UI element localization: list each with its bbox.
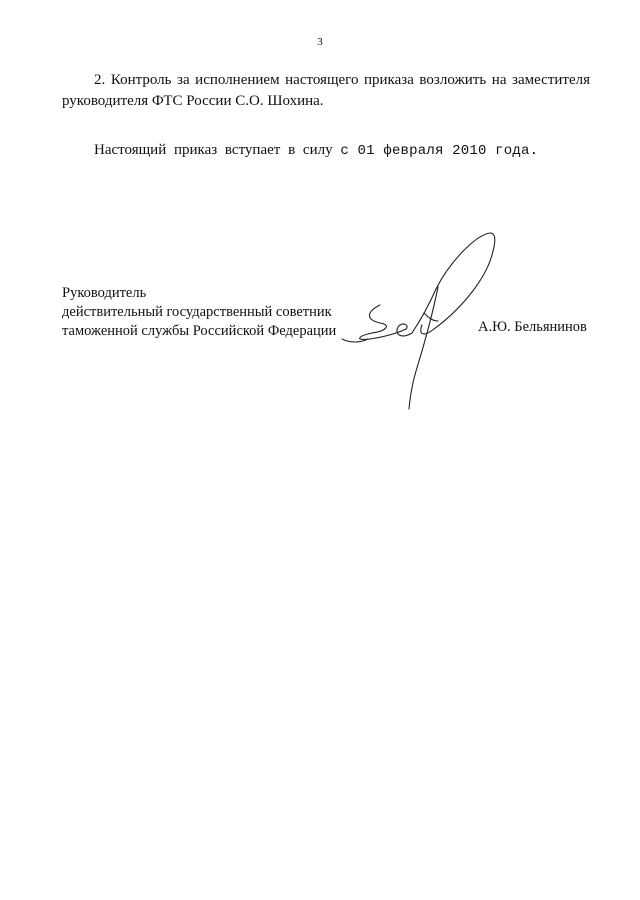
signatory-rank: действительный государственный советник (62, 304, 332, 320)
signatory-name: А.Ю. Бельянинов (478, 319, 587, 335)
effective-text: Настоящий приказ вступает в силу (94, 142, 333, 158)
page-number: 3 (317, 36, 323, 48)
signatory-position: Руководитель (62, 285, 147, 301)
paragraph-effective-date (62, 140, 590, 162)
signatory-title-block (62, 284, 336, 341)
signatory-service: таможенной службы Российской Федерации (62, 323, 337, 339)
effective-date-text: с 01 февраля 2010 года. (340, 143, 539, 159)
paragraph-control-assignment: 2. Контроль за исполнением настоящего приказа возложить на заместителя руководителя ФТС России С.О. Шохина. (62, 72, 590, 109)
